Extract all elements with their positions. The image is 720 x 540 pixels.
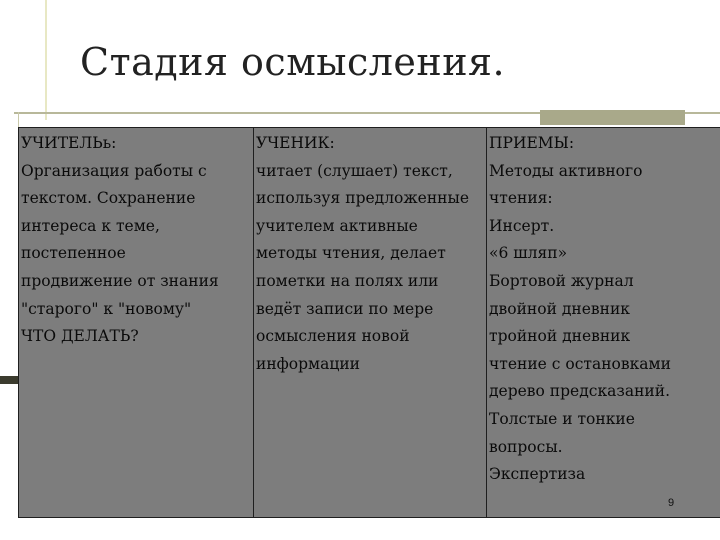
student-line: учителем активные bbox=[256, 216, 418, 235]
techniques-line: Экспертиза bbox=[489, 465, 586, 484]
techniques-line: чтения: bbox=[489, 189, 553, 208]
teacher-line: ЧТО ДЕЛАТЬ? bbox=[21, 327, 139, 346]
decorative-accent-block bbox=[540, 110, 685, 125]
slide-title: Стадия осмысления. bbox=[80, 40, 506, 84]
student-line: УЧЕНИК: bbox=[256, 134, 335, 152]
techniques-line: ПРИЕМЫ: bbox=[489, 134, 575, 152]
techniques-line: Инсерт. bbox=[489, 216, 555, 235]
techniques-line: «6 шляп» bbox=[489, 244, 568, 263]
techniques-line: чтение с остановками bbox=[489, 354, 671, 373]
teacher-line: интереса к теме, bbox=[21, 216, 160, 235]
techniques-line: двойной дневник bbox=[489, 299, 630, 318]
techniques-line: Методы активного bbox=[489, 161, 643, 180]
table-row bbox=[19, 128, 720, 518]
student-line: используя предложенные bbox=[256, 189, 469, 208]
content-table bbox=[18, 127, 720, 518]
techniques-line: Бортовой журнал bbox=[489, 271, 634, 290]
student-line: информации bbox=[256, 354, 360, 373]
teacher-line: "старого" к "новому" bbox=[21, 299, 192, 318]
teacher-line: Организация работы с bbox=[21, 161, 207, 180]
decorative-dark-bar bbox=[0, 376, 18, 384]
student-line: ведёт записи по мере bbox=[256, 299, 434, 318]
teacher-line: УЧИТЕЛЬь: bbox=[21, 134, 117, 152]
teacher-line: продвижение от знания bbox=[21, 271, 219, 290]
teacher-line: постепенное bbox=[21, 244, 126, 263]
student-column bbox=[254, 128, 487, 518]
techniques-column bbox=[487, 128, 720, 518]
decorative-side-frame bbox=[0, 112, 19, 378]
student-line: методы чтения, делает bbox=[256, 244, 446, 263]
student-line: пометки на полях или bbox=[256, 271, 439, 290]
techniques-line: дерево предсказаний. bbox=[489, 382, 670, 401]
techniques-line: Толстые и тонкие bbox=[489, 409, 635, 428]
techniques-line: вопросы. bbox=[489, 437, 563, 456]
techniques-line: тройной дневник bbox=[489, 327, 631, 346]
decorative-vertical-line bbox=[45, 0, 47, 120]
page-number: 9 bbox=[668, 497, 675, 509]
teacher-line: текстом. Сохранение bbox=[21, 189, 196, 208]
teacher-column bbox=[19, 128, 254, 518]
student-line: читает (слушает) текст, bbox=[256, 161, 453, 180]
student-line: осмысления новой bbox=[256, 327, 410, 346]
